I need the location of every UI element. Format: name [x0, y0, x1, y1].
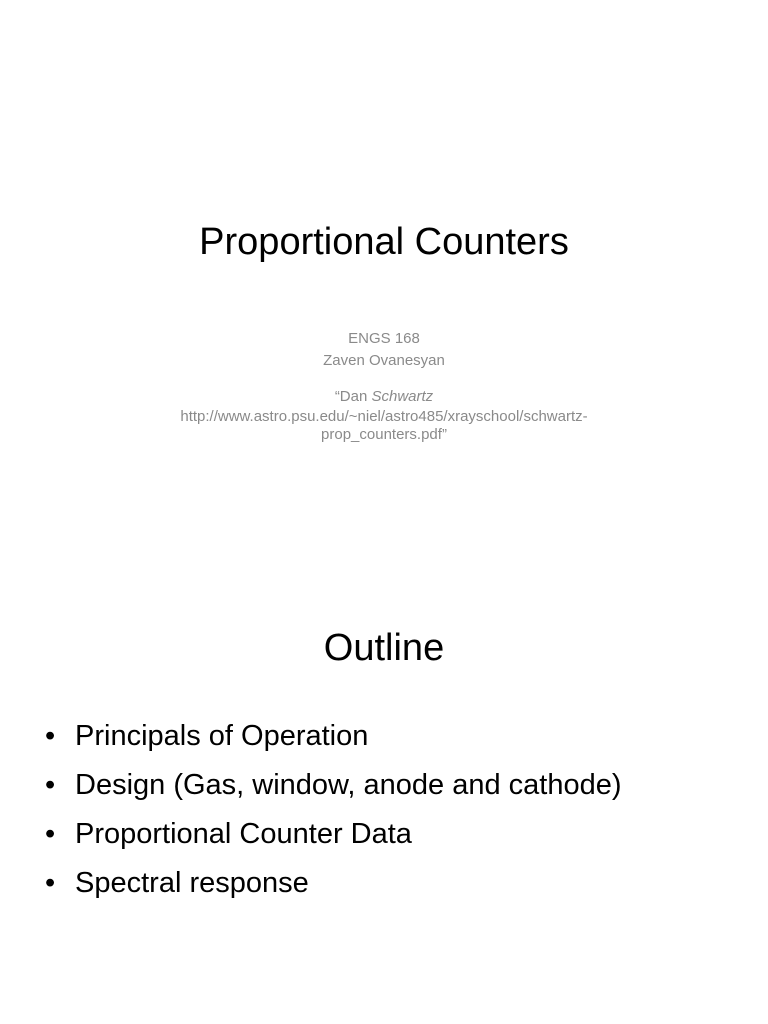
bullet-icon: • — [45, 769, 56, 801]
list-item — [40, 859, 622, 908]
list-item — [40, 712, 622, 761]
slide-title: Proportional Counters — [199, 221, 569, 263]
list-item-label: Proportional Counter Data — [75, 818, 412, 850]
course-code: ENGS 168 — [348, 330, 420, 347]
list-item — [40, 761, 622, 810]
list-item-label: Design (Gas, window, anode and cathode) — [75, 769, 622, 801]
quote-name: Schwartz — [371, 388, 434, 405]
slide-subtitle — [0, 328, 768, 444]
bullet-icon: • — [45, 867, 56, 899]
list-item-label: Spectral response — [75, 867, 309, 899]
outline-title: Outline — [323, 627, 445, 669]
spacer — [0, 372, 768, 386]
source-url-line-2: prop_counters.pdf” — [321, 426, 447, 443]
list-item — [40, 810, 622, 859]
list-item-label: Principals of Operation — [75, 720, 369, 752]
outline-slide — [0, 512, 768, 1024]
bullet-icon: • — [45, 818, 56, 850]
outline-list — [40, 712, 622, 908]
source-url-line-1: http://www.astro.psu.edu/~niel/astro485/xrayschool/schwartz- — [180, 408, 588, 425]
source-credit — [0, 386, 768, 408]
author-name: Zaven Ovanesyan — [323, 352, 445, 369]
bullet-icon: • — [45, 720, 56, 752]
quote-open: “Dan — [334, 388, 372, 405]
